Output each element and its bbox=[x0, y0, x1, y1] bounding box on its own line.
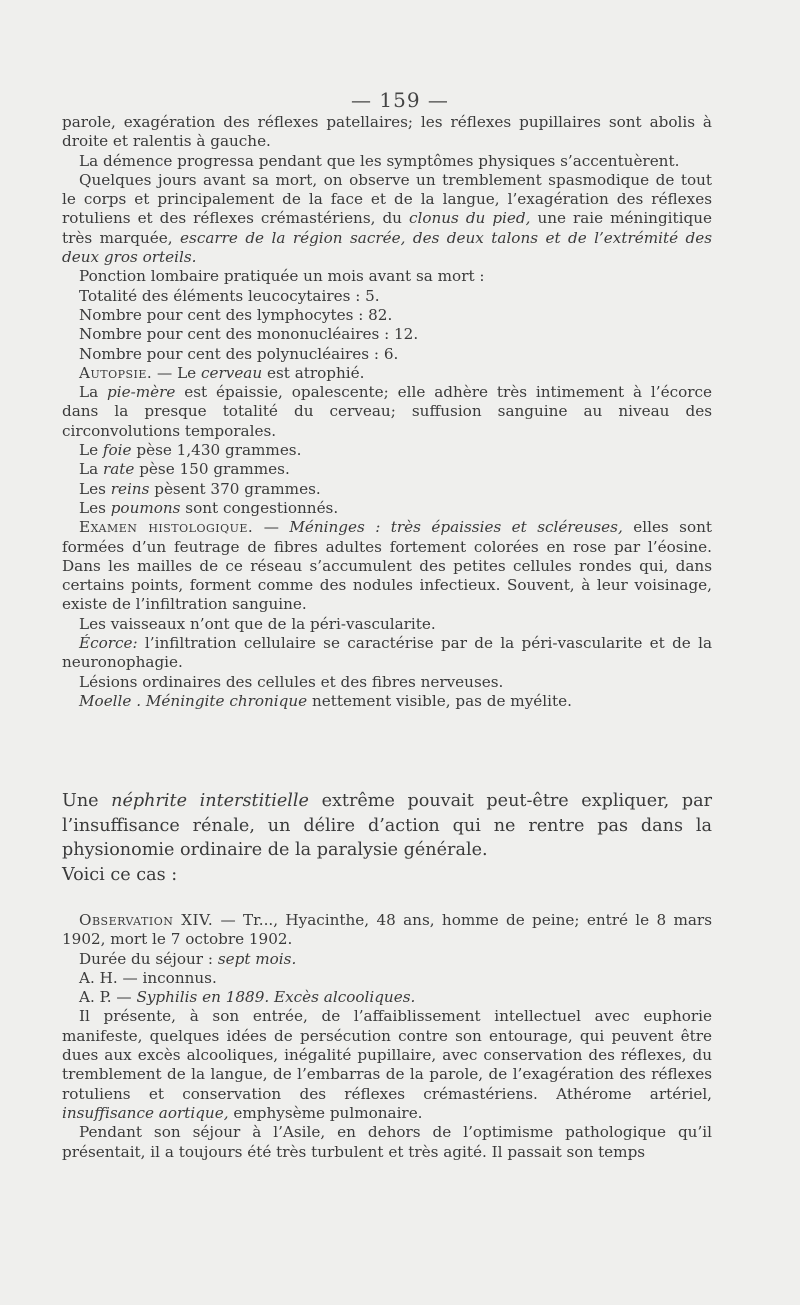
paragraph: Lésions ordinaires des cellules et des fibres nerveuses. bbox=[79, 672, 504, 691]
paragraph: Nombre pour cent des mononucléaires : 12. bbox=[79, 325, 419, 344]
paragraph: parole, exagération des réflexes patellaires; les réflexes pupillaires sont abolis à droite et ralentis à gauche. bbox=[62, 113, 712, 151]
paragraph: Autopsie. — Le cerveau est atrophié. bbox=[79, 363, 365, 382]
paragraph: Totalité des éléments leucocytaires : 5. bbox=[79, 286, 380, 305]
paragraph: Pendant son séjour à l’Asile, en dehors de l’optimisme pathologique qu’il présentait, il a toujours été très turbulent et très agité. Il passait son temps bbox=[62, 1123, 712, 1161]
paragraph: La pie-mère est épaissie, opalescente; elle adhère très intimement à l’écorce dans la presque totalité du cerveau; suffusion sanguine au niveau des circonvolutions temporales. bbox=[62, 383, 712, 440]
paragraph: La rate pèse 150 grammes. bbox=[79, 460, 290, 479]
paragraph: Observation XIV. — Tr..., Hyacinthe, 48 ans, homme de peine; entré le 8 mars 1902, mort le 7 octobre 1902. bbox=[62, 911, 712, 949]
paragraph: Ponction lombaire pratiquée un mois avant sa mort : bbox=[79, 267, 485, 286]
paragraph: Voici ce cas : bbox=[62, 864, 178, 885]
paragraph: La démence progressa pendant que les symptômes physiques s’accentuèrent. bbox=[79, 151, 680, 170]
paragraph: Le foie pèse 1,430 grammes. bbox=[79, 441, 302, 460]
paragraph: Nombre pour cent des lymphocytes : 82. bbox=[79, 305, 393, 324]
paragraph: A. H. — inconnus. bbox=[79, 968, 217, 987]
case-report-continuation bbox=[62, 113, 712, 711]
paragraph: Examen histologique. — Méninges : très épaissies et scléreuses, elles sont formées d’un feutrage de fibres adultes fortement colorées en rose par l’éosine. Dans les mailles de ce réseau s’accumulent des petites cellules rondes qui, dans certains points, forment comme des nodules infectieux. Souvent, à leur voisinage, existe de l’infiltration sanguine. bbox=[62, 518, 712, 614]
paragraph: Une néphrite interstitielle extrême pouvait peut-être expliquer, par l’insuffisance rénale, un délire d’action qui ne rentre pas dans la physionomie ordinaire de la paralysie générale. bbox=[62, 791, 712, 861]
paragraph: Moelle . Méningite chronique nettement visible, pas de myélite. bbox=[79, 691, 572, 710]
paragraph: Écorce: l’infiltration cellulaire se caractérise par de la péri-vascularite et de la neuronophagie. bbox=[62, 634, 712, 672]
paragraph: Les reins pèsent 370 grammes. bbox=[79, 479, 321, 498]
page-number: — 159 — bbox=[351, 88, 449, 112]
transition-paragraph bbox=[62, 789, 712, 887]
paragraph: A. P. — Syphilis en 1889. Excès alcooliques. bbox=[79, 988, 416, 1007]
paragraph: Durée du séjour : sept mois. bbox=[79, 949, 297, 968]
paragraph: Quelques jours avant sa mort, on observe un tremblement spasmodique de tout le corps et principalement de la face et de la langue, l’exagération des réflexes rotuliens et des réflexes crémastériens, du clonus du pied, une raie méningitique très marquée, escarre de la région sacrée, des deux talons et de l’extrémité des deux gros orteils. bbox=[62, 170, 712, 267]
paragraph: Nombre pour cent des polynucléaires : 6. bbox=[79, 344, 399, 363]
paragraph: Il présente, à son entrée, de l’affaiblissement intellectuel avec euphorie manifeste, quelques idées de persécution contre son entourage, qui peuvent être dues aux excès alcooliques, inégalité pupillaire, avec conservation des réflexes, du tremblement de la langue, de l’embarras de la parole, de l’exagération des réflexes rotuliens et conservation des réflexes crémastériens. Athérome artériel, insuffisance aortique, emphysème pulmonaire. bbox=[62, 1007, 712, 1122]
observation-xiv bbox=[62, 911, 712, 1162]
paragraph: Les vaisseaux n’ont que de la péri-vascularite. bbox=[79, 614, 436, 633]
paragraph: Les poumons sont congestionnés. bbox=[79, 498, 339, 517]
